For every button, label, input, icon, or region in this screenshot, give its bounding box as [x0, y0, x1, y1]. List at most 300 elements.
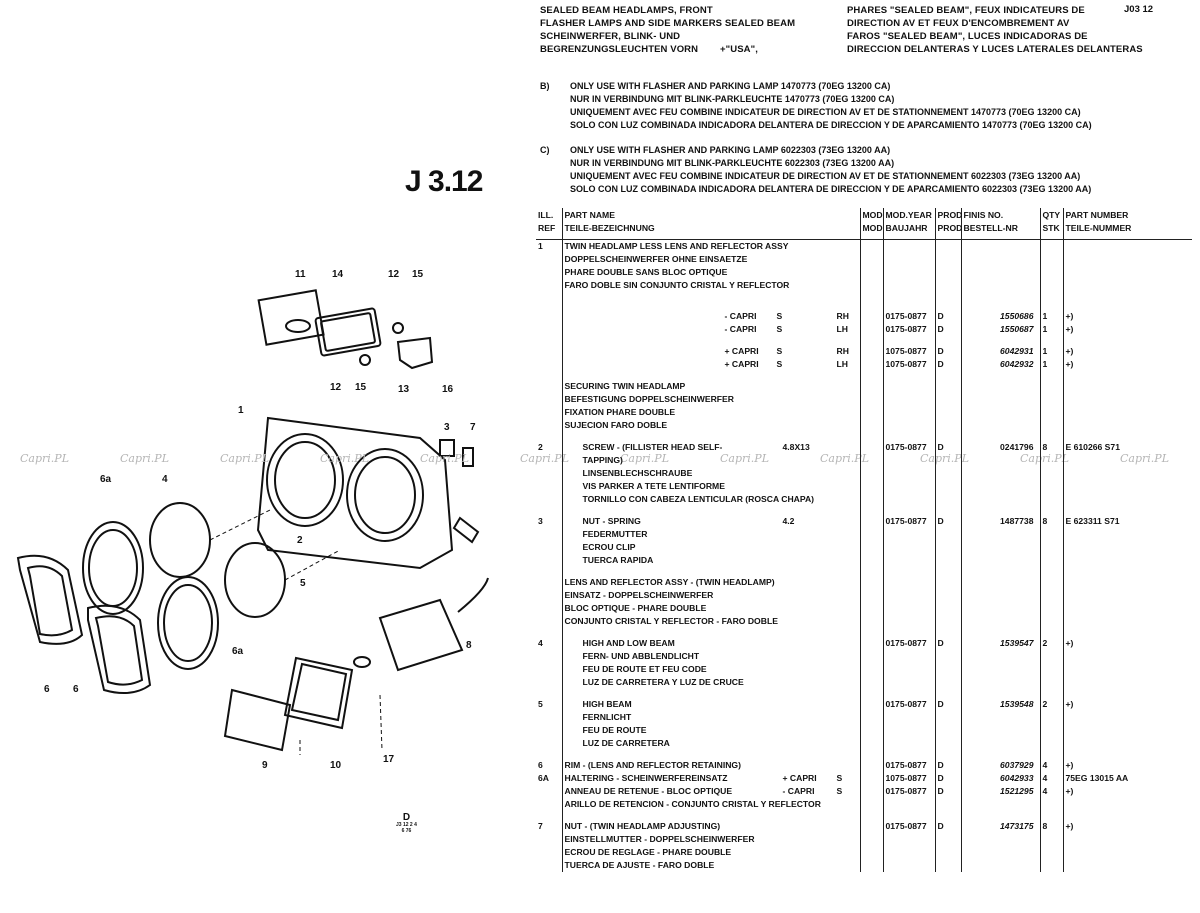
cell-part-name: [562, 380, 860, 432]
watermark: Capri.PL: [220, 452, 269, 465]
cell-qty: 4: [1040, 772, 1063, 785]
table-gap-cell: [1040, 371, 1063, 380]
cell-mod: [860, 380, 883, 432]
callout-label: 3: [444, 422, 450, 433]
cell-year: 0175-0877: [883, 515, 935, 567]
diagram-parts: [18, 290, 488, 750]
cell-prod: D: [935, 772, 961, 785]
table-gap-cell: [562, 567, 860, 576]
cell-ref: [536, 310, 562, 323]
cell-mod: [860, 515, 883, 567]
part-variant-line: [565, 358, 858, 371]
callout-label: 13: [398, 384, 410, 395]
cell-ref: [536, 785, 562, 798]
cell-finis: 1521295: [961, 785, 1040, 798]
cell-part-name: [562, 323, 860, 336]
part-name-text: NUT - SPRING: [582, 516, 641, 526]
cell-finis: 1550686: [961, 310, 1040, 323]
part-name-text: CONJUNTO CRISTAL Y REFLECTOR - FARO DOBLE: [564, 616, 778, 626]
cell-mod: [860, 310, 883, 323]
part-flag: S: [776, 346, 783, 356]
table-gap-row: [536, 336, 1192, 345]
table-gap-cell: [562, 432, 860, 441]
cell-ref: [536, 345, 562, 358]
table-gap-row: [536, 689, 1192, 698]
cell-qty: [1040, 798, 1063, 811]
cell-prod: [935, 380, 961, 432]
table-gap-cell: [1063, 750, 1192, 759]
part-name-line: [565, 589, 858, 602]
callout-label: 9: [262, 760, 268, 771]
table-row: [536, 637, 1192, 689]
table-gap-cell: [536, 301, 562, 310]
bulb: [286, 320, 310, 332]
cell-mod: [860, 698, 883, 750]
part-name-text: TAPPING): [582, 455, 623, 465]
part-model: + CAPRI: [782, 773, 817, 783]
part-name-line: [565, 602, 858, 615]
publisher-mark: [396, 814, 417, 834]
table-gap-cell: [1040, 301, 1063, 310]
note-line: ONLY USE WITH FLASHER AND PARKING LAMP 6022303 (73EG 13200 AA): [570, 145, 891, 155]
part-flag: S: [836, 773, 843, 783]
table-gap-cell: [536, 750, 562, 759]
table-row: [536, 380, 1192, 432]
table-row: [536, 698, 1192, 750]
table-gap-cell: [1040, 567, 1063, 576]
cell-year: 0175-0877: [883, 310, 935, 323]
header-right-line: FAROS "SEALED BEAM", LUCES INDICADORAS DE: [847, 31, 1088, 42]
watermark: Capri.PL: [520, 452, 569, 465]
part-name-text: TUERCA DE AJUSTE - FARO DOBLE: [564, 860, 715, 870]
table-gap-cell: [860, 689, 883, 698]
table-gap-row: [536, 628, 1192, 637]
cell-finis: 6042931: [961, 345, 1040, 358]
table-gap-cell: [935, 506, 961, 515]
cell-part-name: [562, 698, 860, 750]
cell-mod: [860, 772, 883, 785]
cell-mod: [860, 441, 883, 506]
header-right-line: DIRECCION DELANTERAS Y LUCES LATERALES DELANTERAS: [847, 44, 1143, 55]
part-name-text: HIGH AND LOW BEAM: [582, 638, 675, 648]
part-name-line: [565, 724, 858, 737]
connector: [454, 518, 478, 542]
cell-partnum: +): [1063, 358, 1192, 371]
part-name-line: [565, 711, 858, 724]
cell-ref: 7: [538, 821, 543, 831]
table-gap-cell: [935, 292, 961, 301]
table-gap-cell: [860, 432, 883, 441]
callout-label: 10: [330, 760, 342, 771]
part-name-line: [565, 406, 858, 419]
part-name-text: BEFESTIGUNG DOPPELSCHEINWERFER: [564, 394, 734, 404]
rim-6a-upper: [83, 522, 143, 614]
table-gap-cell: [860, 750, 883, 759]
cell-part-name: [562, 772, 860, 785]
part-name-line: [565, 833, 858, 846]
cell-finis: 6037929: [961, 759, 1040, 772]
table-gap-cell: [935, 750, 961, 759]
cell-part-name: [562, 515, 860, 567]
cell-mod: [860, 785, 883, 798]
table-gap-cell: [860, 628, 883, 637]
lamp-unit-5: [225, 543, 285, 617]
cell-year: 0175-0877: [883, 698, 935, 750]
table-gap-cell: [961, 432, 1040, 441]
part-name-line: [565, 528, 858, 541]
table-gap-cell: [536, 506, 562, 515]
col-header-finis: FINIS NO. BESTELL-NR: [961, 208, 1040, 240]
note-line: ONLY USE WITH FLASHER AND PARKING LAMP 1470773 (70EG 13200 CA): [570, 81, 891, 91]
cell-prod: D: [935, 759, 961, 772]
note-letter: C): [540, 145, 550, 155]
part-name-line: [565, 279, 858, 292]
table-gap-cell: [860, 506, 883, 515]
part-name-line: [565, 554, 858, 567]
cell-year: 1075-0877: [883, 358, 935, 371]
watermark: Capri.PL: [120, 452, 169, 465]
cell-finis: 1473175: [961, 820, 1040, 872]
cell-part-name: [562, 759, 860, 772]
part-name-line: [565, 393, 858, 406]
table-gap-cell: [536, 371, 562, 380]
header-right: [847, 4, 1143, 56]
cell-finis: 6042933: [961, 772, 1040, 785]
part-variant-line: [565, 310, 858, 323]
part-size: 4.2: [782, 516, 795, 526]
part-name-text: FIXATION PHARE DOUBLE: [564, 407, 676, 417]
section-code: J 3.12: [405, 165, 483, 198]
col-header-name: PART NAME TEILE-BEZEICHNUNG: [562, 208, 860, 240]
part-flag: S: [836, 786, 843, 796]
cell-ref: 3: [538, 516, 543, 526]
note-line: SOLO CON LUZ COMBINADA INDICADORA DELANTERA DE DIRECCION Y DE APARCAMIENTO 1470773 (70EG 13200 CA): [570, 120, 1092, 130]
header-left-line: SCHEINWERFER, BLINK- UND: [540, 31, 681, 42]
cell-qty: 2: [1040, 698, 1063, 750]
cell-qty: 1: [1040, 323, 1063, 336]
cell-part-name: [562, 785, 860, 798]
table-gap-cell: [536, 628, 562, 637]
cell-part-name: [562, 441, 860, 506]
table-header-row: [536, 208, 1192, 240]
cell-prod: [935, 576, 961, 628]
clip: [360, 355, 370, 365]
cell-qty: [1040, 240, 1063, 293]
cell-finis: [961, 380, 1040, 432]
watermark: Capri.PL: [1120, 452, 1169, 465]
part-name-line: [565, 515, 858, 528]
cell-year: [883, 576, 935, 628]
part-name-text: NUT - (TWIN HEADLAMP ADJUSTING): [564, 821, 721, 831]
table-gap-cell: [961, 371, 1040, 380]
part-name-line: [565, 772, 858, 785]
part-name-text: TUERCA RAPIDA: [582, 555, 654, 565]
cell-partnum: +): [1063, 345, 1192, 358]
part-model: - CAPRI: [782, 786, 815, 796]
col-header-ref: ILL. REF: [536, 208, 562, 240]
cell-partnum: E 610266 S71: [1063, 441, 1192, 506]
table-gap-cell: [536, 567, 562, 576]
cell-mod: [860, 345, 883, 358]
table-gap-cell: [562, 811, 860, 820]
callout-label: 6: [44, 684, 50, 695]
note-line: NUR IN VERBINDUNG MIT BLINK-PARKLEUCHTE 6022303 (73EG 13200 AA): [570, 158, 895, 168]
cell-year: 0175-0877: [883, 785, 935, 798]
part-name-line: [565, 441, 858, 454]
watermark: Capri.PL: [320, 452, 369, 465]
part-name-line: [565, 737, 858, 750]
cell-partnum: +): [1063, 698, 1192, 750]
table-gap-row: [536, 432, 1192, 441]
part-flag: S: [776, 324, 783, 334]
part-name-line: [565, 859, 858, 872]
table-gap-cell: [935, 567, 961, 576]
table-gap-cell: [860, 371, 883, 380]
table-gap-cell: [935, 432, 961, 441]
part-model: + CAPRI: [724, 359, 759, 369]
table-row: [536, 323, 1192, 336]
cell-ref: [536, 358, 562, 371]
part-size: 4.8X13: [782, 442, 810, 452]
cell-part-name: [562, 820, 860, 872]
callout-label: 4: [162, 474, 168, 485]
part-name-line: [565, 676, 858, 689]
cell-qty: 4: [1040, 785, 1063, 798]
part-name-line: [565, 759, 858, 772]
note-line: UNIQUEMENT AVEC FEU COMBINE INDICATEUR DE DIRECTION AV ET DE STATIONNEMENT 1470773 (70EG 13200 CA): [570, 107, 1081, 117]
diagram-callouts: [44, 269, 476, 771]
bracket: [398, 338, 432, 368]
part-name-line: [565, 266, 858, 279]
table-gap-cell: [1063, 506, 1192, 515]
watermark: Capri.PL: [420, 452, 469, 465]
cell-qty: 4: [1040, 759, 1063, 772]
table-gap-cell: [961, 628, 1040, 637]
part-name-text: ECROU CLIP: [582, 542, 636, 552]
part-name-text: SECURING TWIN HEADLAMP: [564, 381, 686, 391]
table-gap-cell: [883, 811, 935, 820]
table-gap-cell: [935, 689, 961, 698]
part-flag: S: [776, 311, 783, 321]
rim-6a-lower: [158, 577, 218, 669]
part-name-text: TWIN HEADLAMP LESS LENS AND REFLECTOR ASSY: [564, 241, 789, 251]
part-name-text: LUZ DE CARRETERA: [582, 738, 670, 748]
table-gap-cell: [1063, 689, 1192, 698]
part-name-text: LUZ DE CARRETERA Y LUZ DE CRUCE: [582, 677, 744, 687]
part-variant-line: [565, 345, 858, 358]
part-name-line: [565, 467, 858, 480]
table-gap-cell: [1040, 292, 1063, 301]
table-gap-cell: [860, 811, 883, 820]
part-name-text: FEDERMUTTER: [582, 529, 648, 539]
table-gap-row: [536, 567, 1192, 576]
table-row: [536, 576, 1192, 628]
part-side: LH: [836, 324, 848, 334]
table-gap-cell: [1040, 811, 1063, 820]
cell-year: [883, 380, 935, 432]
part-name-line: [565, 576, 858, 589]
watermark: Capri.PL: [620, 452, 669, 465]
table-gap-cell: [883, 371, 935, 380]
callout-label: 12: [388, 269, 400, 280]
cell-prod: D: [935, 820, 961, 872]
table-gap-cell: [935, 301, 961, 310]
cell-ref: [536, 576, 562, 628]
publisher-code: 6 76: [401, 828, 412, 834]
cell-year: [883, 240, 935, 293]
table-gap-cell: [1063, 567, 1192, 576]
cell-part-name: [562, 798, 860, 811]
callout-label: 17: [383, 754, 395, 765]
cell-mod: [860, 323, 883, 336]
callout-label: 2: [297, 535, 303, 546]
cell-partnum: +): [1063, 323, 1192, 336]
col-header-qty: QTY STK: [1040, 208, 1063, 240]
headlamp-bowl-left: [267, 434, 343, 526]
clip: [393, 323, 403, 333]
table-gap-cell: [961, 811, 1040, 820]
cell-year: 0175-0877: [883, 759, 935, 772]
flasher-lamp: [380, 600, 462, 670]
part-model: - CAPRI: [724, 311, 757, 321]
table-gap-cell: [883, 336, 935, 345]
cell-part-name: [562, 358, 860, 371]
part-name-line: [565, 698, 858, 711]
callout-label: 5: [300, 578, 306, 589]
part-name-line: [565, 480, 858, 493]
cell-mod: [860, 759, 883, 772]
table-gap-cell: [961, 506, 1040, 515]
part-name-text: HALTERING - SCHEINWERFEREINSATZ: [564, 773, 728, 783]
page-code: J03 12: [1124, 4, 1154, 15]
publisher-code: J3 12 2 4: [396, 822, 417, 828]
table-row: [536, 441, 1192, 506]
cell-year: 1075-0877: [883, 772, 935, 785]
callout-label: 15: [355, 382, 367, 393]
cell-partnum: [1063, 798, 1192, 811]
part-name-text: RIM - (LENS AND REFLECTOR RETAINING): [564, 760, 741, 770]
part-name-text: EINSATZ - DOPPELSCHEINWERFER: [564, 590, 714, 600]
table-gap-cell: [562, 750, 860, 759]
header-left-line: SEALED BEAM HEADLAMPS, FRONT: [540, 5, 713, 16]
table-row: [536, 785, 1192, 798]
table-gap-cell: [1040, 336, 1063, 345]
part-side: RH: [836, 346, 849, 356]
part-name-line: [565, 454, 858, 467]
header-left-line: FLASHER LAMPS AND SIDE MARKERS SEALED BEAM: [540, 18, 796, 29]
callout-label: 8: [466, 640, 472, 651]
part-name-text: ECROU DE REGLAGE - PHARE DOUBLE: [564, 847, 732, 857]
cell-year: [883, 798, 935, 811]
part-name-line: [565, 663, 858, 676]
parts-table: [536, 208, 1192, 872]
part-name-text: LINSENBLECHSCHRAUBE: [582, 468, 693, 478]
table-row: [536, 772, 1192, 785]
cell-ref: 2: [538, 442, 543, 452]
cell-prod: D: [935, 310, 961, 323]
cell-ref: [536, 380, 562, 432]
cell-part-name: [562, 576, 860, 628]
cell-part-name: [562, 310, 860, 323]
cell-prod: D: [935, 323, 961, 336]
table-gap-cell: [935, 628, 961, 637]
table-gap-cell: [536, 811, 562, 820]
cell-finis: 0241796: [961, 441, 1040, 506]
table-gap-cell: [961, 567, 1040, 576]
table-gap-row: [536, 292, 1192, 301]
callout-label: 7: [470, 422, 476, 433]
side-marker-housing: [259, 290, 324, 344]
cell-partnum: [1063, 240, 1192, 293]
watermark: Capri.PL: [20, 452, 69, 465]
cell-mod: [860, 358, 883, 371]
table-gap-row: [536, 371, 1192, 380]
table-gap-cell: [860, 292, 883, 301]
table-gap-cell: [935, 811, 961, 820]
cell-prod: D: [935, 637, 961, 689]
watermark: Capri.PL: [920, 452, 969, 465]
table-gap-cell: [883, 750, 935, 759]
part-name-line: [565, 785, 858, 798]
cell-finis: [961, 240, 1040, 293]
table-gap-cell: [860, 567, 883, 576]
cell-qty: 1: [1040, 310, 1063, 323]
cell-partnum: [1063, 380, 1192, 432]
part-name-text: ARILLO DE RETENCION - CONJUNTO CRISTAL Y REFLECTOR: [564, 799, 821, 809]
cell-ref: [536, 323, 562, 336]
table-gap-cell: [961, 750, 1040, 759]
col-header-prod: PROD PROD: [935, 208, 961, 240]
cell-partnum: +): [1063, 310, 1192, 323]
table-gap-cell: [536, 292, 562, 301]
cell-finis: 1487738: [961, 515, 1040, 567]
part-name-line: [565, 637, 858, 650]
cell-partnum: E 623311 S71: [1063, 515, 1192, 567]
cell-prod: D: [935, 345, 961, 358]
part-name-line: [565, 419, 858, 432]
cell-mod: [860, 240, 883, 293]
part-name-line: [565, 846, 858, 859]
part-name-text: PHARE DOUBLE SANS BLOC OPTIQUE: [564, 267, 728, 277]
col-header-mod: MOD MOD: [860, 208, 883, 240]
table-gap-cell: [883, 567, 935, 576]
table-gap-cell: [883, 301, 935, 310]
cell-mod: [860, 637, 883, 689]
table-gap-row: [536, 301, 1192, 310]
cell-finis: 1539547: [961, 637, 1040, 689]
table-gap-cell: [562, 689, 860, 698]
part-name-text: DOPPELSCHEINWERFER OHNE EINSAETZE: [564, 254, 748, 264]
part-name-line: [565, 615, 858, 628]
cell-partnum: 75EG 13015 AA: [1063, 772, 1192, 785]
table-gap-cell: [883, 628, 935, 637]
part-name-line: [565, 493, 858, 506]
part-name-text: VIS PARKER A TETE LENTIFORME: [582, 481, 725, 491]
table-gap-cell: [562, 336, 860, 345]
table-gap-cell: [935, 371, 961, 380]
cell-ref: 6A: [538, 773, 549, 783]
table-gap-cell: [562, 292, 860, 301]
cell-ref: [536, 798, 562, 811]
part-name-text: HIGH BEAM: [582, 699, 632, 709]
cell-ref: 6: [538, 760, 543, 770]
part-flag: S: [776, 359, 783, 369]
table-gap-cell: [935, 336, 961, 345]
cell-year: 0175-0877: [883, 441, 935, 506]
part-name-text: SCREW - (FILLISTER HEAD SELF-: [582, 442, 723, 452]
part-name-text: TORNILLO CON CABEZA LENTICULAR (ROSCA CHAPA): [582, 494, 815, 504]
table-gap-cell: [562, 628, 860, 637]
